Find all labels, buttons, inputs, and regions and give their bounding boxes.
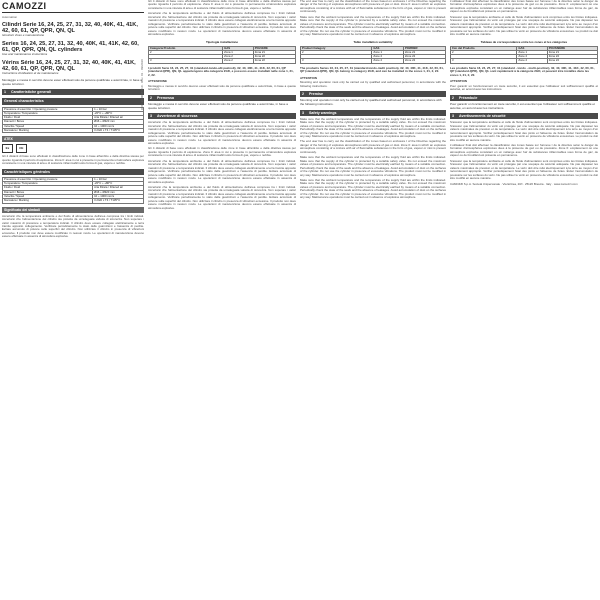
premise-header-en [300,91,446,97]
section-number: 1 [4,90,6,95]
warnings-text-en-3: Make sure that the ambient temperature and the temperature of the supply fluid are within the limits indicated. Make sure that the supply of the cylinder is protected by a suitable safety valve. Do not exceed the maximum values of pressure and temperature. The cylinder must be electrically earthed by means of a suitable connection. Periodically check the state of the seals and the absence of leakages. Avoid accumulation of dust on the surfaces of the cylinder. Do not use the cylinder in presence of excessive vibrations. The product must not be modified in any way. Maintenance operations must be carried out in absence of explosive atmosphere. [300,155,446,177]
table-cell: 2 [301,50,372,54]
table-cell: Diametri / Bores [3,120,93,124]
section-fr-general-header [2,169,144,175]
table-cell: Marcatura / Marking [3,199,93,203]
section-title: Caratteristiche generali [11,90,51,95]
section-number: 2 [302,92,304,97]
table-cell: Pressione di esercizio / Operating pressure [3,107,93,111]
subtitle-it: Istruzioni d'uso e manutenzione [2,33,45,38]
table-row [3,199,144,203]
section-title-en: General characteristics [4,99,44,104]
table-cell: Fluido / Fluid [3,186,93,190]
title-en: Series 16, 24, 25, 27, 31, 32, 40, 40K, 41, 41K, 42, 60, 61, QP, QPR, QN, QL cylinders [2,41,139,54]
warnings-title-en: Safety warnings [309,110,337,115]
intro-text: Montaggio e messa in servizio devono esser effettuati solo da persone qualificate e autorizzate, in base a queste istruzioni. [2,78,142,86]
ce-marking-icon: CE [16,144,27,153]
document-code-strip: DOC.19-0037-010 · Rev. 01 · 09/2020 [140,59,144,110]
atex-text: Gli 4 distanti di base sono effettuati in classificazione delle zone in base all'ambito e della direttiva stessa per quanto riguarda il pericolo di esplosione. Zona 0: area in cui è presente in permanenza un'atmosfera esplosiva consistente in una miscela di aria e di sostanze infiammabili sotto forma di gas, vapore o nebbia. [2,154,144,166]
products-text-it: I prodotti Serie 16, 24, 25, 27, 31 (standard-tondo-alti pazinoli), 32, 40, 40K, 41, 41K, 42, 60, 61, QP (standard-QPR), QN, QL appartengono alla categoria 2GD, e possono essere installati nelle zone 1, 21, 2, 22. [148,65,294,77]
table-header: POUSSIÈRE [547,46,597,50]
warnings-text-fr: S'assurer que la température ambiante et celle du fluide d'alimentation sont comprises entre les limites indiquées. S'assurer que l'alimentation du vérin est protégée par une soupape de sécurité adéquate. Ne pas dépasser les valeurs maximales de pression et de température. Le vérin doit être relié électriquement à la terre au moyen d'un raccordement approprié. Vérifier périodiquement l'état des joints et l'absence de fuites. Éviter l'accumulation de poussière sur les surfaces du vérin. Ne pas utiliser le vérin en présence de vibrations excessives. Le produit ne doit être modifié en aucune manière. [450,120,598,142]
warnings-text-en-4: Make sure that the ambient temperature and the temperature of the supply fluid are within the limits indicated. Make sure that the supply of the cylinder is protected by a suitable safety valve. Do not exceed the maximum values of pressure and temperature. The cylinder must be electrically earthed by means of a suitable connection. Periodically check the state of the seals and the absence of leakages. Avoid accumulation of dust on the surfaces of the cylinder. Do not use the cylinder in presence of excessive vibrations. The product must not be modified in any way. Maintenance operations must be carried out in absence of explosive atmosphere. [300,178,446,200]
warnings-header-fr [450,113,598,119]
section-number: 3 [302,110,304,115]
table-cell: Aria filtrata / Filtered air [93,116,144,120]
warnings-text-it-2: Gli 4 distanti di base sono effettuati in classificazione delle zone in base all'ambito e della direttiva stessa per quanto riguarda il pericolo di esplosione. Zona 0: area in cui è presente in permanenza un'atmosfera esplosiva consistente in una miscela di aria e di sostanze infiammabili sotto forma di gas, vapore o nebbia. [148,146,296,158]
warnings-header-it [148,113,296,119]
table-cell: II 2GD c T4 / T135°C [93,128,144,132]
table-cell: Zone 2 [517,55,547,59]
section-number: 3 [452,114,454,119]
title-it: Cilindri Serie 16, 24, 25, 27, 31, 32, 40, 40K, 41, 41K, 42, 60, 61, QP, QPR, QN, QL [2,22,138,35]
table-header: Cat. del Prodotto [451,46,517,50]
table-cell: Aria filtrata / Filtered air [93,186,144,190]
table-row [301,59,446,63]
meaning-header: Significato dei simboli [2,207,144,213]
table-cell: Pressione di esercizio / Operating pressure [3,177,93,181]
premise-text-fr: Pour garantir un fonctionnement en toute sécurité, il est essentiel que l'utilisateur soit suffisamment qualifié et autorisé, en accord avec les instructions. [450,102,595,110]
table-header: Categoria Prodotto [149,46,223,50]
table-header: GAS [372,46,404,50]
table-cell: Temperatura / Temperature [3,182,93,186]
zone-text-en-2: Make sure that the ambient temperature and the temperature of the supply fluid are within the limits indicated. Make sure that the supply of the cylinder is protected by a suitable safety valve. Do not exceed the maximum values of pressure and temperature. The cylinder must be electrically earthed by means of a suitable connection. Periodically check the state of the seals and the absence of leakages. Avoid accumulation of dust on the surfaces of the cylinder. Do not use the cylinder in presence of excessive vibrations. The product must not be modified in any way. Maintenance operations must be carried out in absence of explosive atmosphere. [300,14,446,37]
attention-text-en: Mounting and operation must only be carried out by qualified and authorised personnel, in accordance with the following instructions. [300,80,446,88]
column-1 [2,0,144,600]
table-cell: 2 [149,50,223,54]
warnings-text-it-3: Accertarsi che la temperatura ambiente e del fluido di alimentazione dell'area compresa tra i limiti indicati. Accertarsi che l'alimentazione del cilindro sia protetta da un'adeguata valvola di sicurezza. Non superare i valori massimi di pressione e temperatura indicati. Il cilindro deve essere collegato elettricamente a terra tramite apposito collegamento. Verificare periodicamente lo stato delle guarnizioni e l'assenza di perdite. Evitare accumulo di polvere sulle superfici del cilindro. Non utilizzare il cilindro in presenza di vibrazioni eccessive. Il prodotto non deve essere modificato in nessun modo. Le operazioni di manutenzione devono essere effettuate in assenza di atmosfera esplosiva. [148,158,296,184]
table-cell: Zone 2 [372,55,404,59]
table-title-it: Tipologia installazione [205,39,239,44]
table-cell: Zona 2 [223,59,254,63]
column-3 [300,0,446,600]
table-row [149,59,296,63]
zone-text-it-2: Accertarsi che la temperatura ambiente e del fluido di alimentazione dell'area compresa tra i limiti indicati. Accertarsi che l'alimentazione del cilindro sia protetta da un'adeguata valvola di sicurezza. Non superare i valori massimi di pressione e temperatura indicati. Il cilindro deve essere collegato elettricamente a terra tramite apposito collegamento. Verificare periodicamente lo stato delle guarnizioni e l'assenza di perdite. Evitare accumulo di polvere sulle superfici del cilindro. Non utilizzare il cilindro in presenza di vibrazioni eccessive. Il prodotto non deve essere modificato in nessun modo. Le operazioni di manutenzione devono essere effettuate in assenza di atmosfera esplosiva. [148,11,296,37]
table-cell: Ø16 ÷ Ø320 mm [93,120,144,124]
warnings-text-fr-2: L'utilisateur final doit effectuer la classification des zones basée sur l'annexe I de la directive selon le danger de formation d'atmosphères explosives dues à la présence de gaz ou de poussière. Zone 0: emplacement où une atmosphère explosive consistant en un mélange avec l'air de substances inflammables sous forme de gaz, de vapeur ou de brouillard est présente en permanence. [450,143,598,158]
table-header: GAS [223,46,254,50]
table-header: GAS [517,46,547,50]
table-cell: 3 [301,59,372,63]
column-2 [148,0,296,600]
products-text-fr: Les produits Série 16, 24, 25, 27, 31 (standard - tondo - multi-position), 32, 40, 40K, 41, 41K, 42, 60, 61, QP (standard-QPR), QN, QL sont rapidement à la catégorie 2GD, et peuvent être installés dans les zones 1, 21, 2, 22. [450,65,595,77]
atex-header: ATEX [2,136,144,142]
zone-text-fr-2: S'assurer que la température ambiante et celle du fluide d'alimentation sont comprises entre les limites indiquées. S'assurer que l'alimentation du vérin est protégée par une soupape de sécurité adéquate. Ne pas dépasser les valeurs maximales de pression et de température. Le vérin doit être relié électriquement à la terre au moyen d'un raccordement approprié. Vérifier périodiquement l'état des joints et l'absence de fuites. Éviter l'accumulation de poussière sur les surfaces du vérin. Ne pas utiliser le vérin en présence de vibrations excessives. Le produit ne doit être modifié en aucune manière. [450,14,598,37]
warnings-text-it-4: Accertarsi che la temperatura ambiente e del fluido di alimentazione dell'area compresa tra i limiti indicati. Accertarsi che l'alimentazione del cilindro sia protetta da un'adeguata valvola di sicurezza. Non superare i valori massimi di pressione e temperatura indicati. Il cilindro deve essere collegato elettricamente a terra tramite apposito collegamento. Verificare periodicamente lo stato delle guarnizioni e l'assenza di perdite. Evitare accumulo di polvere sulle superfici del cilindro. Non utilizzare il cilindro in presenza di vibrazioni eccessive. Il prodotto non deve essere modificato in nessun modo. Le operazioni di manutenzione devono essere effettuate in assenza di atmosfera esplosiva. [148,185,296,210]
section-number: 2 [150,95,152,100]
section-number: 3 [150,114,152,119]
table-cell: 1 ÷ 10 bar [93,107,144,111]
section-title-fr: Caractéristiques générales [4,169,50,174]
table-cell: Velocità / Speed [3,124,93,128]
premise-header-it [148,95,296,101]
table-cell: 3 [451,59,517,63]
attention-label: ATTENZIONE [148,79,167,84]
spec-table-2 [2,177,144,204]
table-cell: 3 [149,59,223,63]
atex-symbols [2,144,144,153]
table-cell: Zona 2 [223,55,254,59]
table-cell: Zone 22 [547,55,597,59]
meaning-text: Accertarsi che la temperatura ambiente e del fluido di alimentazione dell'area compresa tra i limiti indicati. Accertarsi che l'alimentazione del cilindro sia protetta da un'adeguata valvola di sicurezza. Non superare i valori massimi di pressione e temperatura indicati. Il cilindro deve essere collegato elettricamente a terra tramite apposito collegamento. Verificare periodicamente lo stato delle guarnizioni e l'assenza di perdite. Evitare accumulo di polvere sulle superfici del cilindro. Non utilizzare il cilindro in presenza di vibrazioni eccessive. Il prodotto non deve essere modificato in nessun modo. Le operazioni di manutenzione devono essere effettuate in assenza di atmosfera esplosiva. [2,213,144,239]
premise-title-fr: Préambule [459,95,478,100]
zone-text-fr: L'utilisateur final doit effectuer la classification des zones basée sur l'annexe I de la directive selon le danger de formation d'atmosphères explosives dues à la présence de gaz ou de poussière. Zone 0: emplacement où une atmosphère explosive consistant en un mélange avec l'air de substances inflammables sous forme de gaz, de vapeur ou de brouillard est présente en permanence. [450,0,598,14]
table-header: POLVERE [253,46,295,50]
warnings-text-en: Make sure that the ambient temperature and the temperature of the supply fluid are within the limits indicated. Make sure that the supply of the cylinder is protected by a suitable safety valve. Do not exceed the maximum values of pressure and temperature. The cylinder must be electrically earthed by means of a suitable connection. Periodically check the state of the seals and the absence of leakages. Avoid accumulation of dust on the surfaces of the cylinder. Do not use the cylinder in presence of excessive vibrations. The product must not be modified in any way. Maintenance operations must be carried out in absence of explosive atmosphere. [300,116,446,139]
table-cell: Zone 22 [547,59,597,63]
warnings-title-fr: Avertissements de sécurité [459,114,506,119]
premise-title: Premessa [157,95,174,100]
table-cell: Zona 1 [223,50,254,54]
title-fr: Vérins Série 16, 24, 25, 27, 31, 32, 40, 40K, 41, 41K, 42, 60, 61, QP, QPR, QN, QL [2,60,136,73]
table-cell: Ø16 ÷ Ø320 mm [93,190,144,194]
premise-text-it: Montaggio e messa in servizio devono esser effettuati solo da persone qualificate e autorizzate, in base a queste istruzioni. [148,102,288,110]
table-cell: Zone 1 [372,50,404,54]
section-general-header [2,89,144,95]
ex-marking-icon: Ex [2,144,13,153]
premise-header-fr [450,95,598,101]
table-cell: -20°C ÷ +80°C [93,182,144,186]
premise-text-en: Mounting and operation must only be carried out by qualified and authorised personnel, in accordance with the following instructions. [300,98,442,107]
table-cell: 10 ÷ 1000 mm/s [93,195,144,199]
brand-tagline: Automation [2,15,18,19]
warnings-text-it: Accertarsi che la temperatura ambiente e del fluido di alimentazione dell'area compresa tra i limiti indicati. Accertarsi che l'alimentazione del cilindro sia protetta da un'adeguata valvola di sicurezza. Non superare i valori massimi di pressione e temperatura indicati. Il cilindro deve essere collegato elettricamente a terra tramite apposito collegamento. Verificare periodicamente lo stato delle guarnizioni e l'assenza di perdite. Evitare accumulo di polvere sulle superfici del cilindro. Non utilizzare il cilindro in presenza di vibrazioni eccessive. Il prodotto non deve essere modificato in nessun modo. Le operazioni di manutenzione devono essere effettuate in assenza di atmosfera esplosiva. [148,120,296,146]
attention-label-fr: ATTENTION [450,79,467,84]
column-4 [450,0,598,600]
brand-logo: CAMOZZI [2,0,144,13]
table-title-en: Table installation suitability [353,39,393,44]
table-cell: Zona 21 [253,50,295,54]
table-row [451,59,598,63]
table-title-fr: Tableau de correspondance entre les zones et les catégories [480,39,568,44]
zone-table-fr [450,46,598,64]
table-cell: Marcatura / Marking [3,128,93,132]
section-number: 2 [452,95,454,100]
table-header: POWDER [403,46,445,50]
table-cell: Zone 2 [517,59,547,63]
footer-text: CAMOZZI S.p.A. Società Unipersonale · Via Eritrea, 20/I · 25126 Brescia · Italy · www.camozzi.com [450,181,578,186]
table-cell: -20°C ÷ +80°C [93,111,144,115]
zone-text-en: The end user has to carry out the classification of the zones based on enclosure I of the Directive regarding the danger of the forming of explosive atmospheres with presence of gas or dust. Zone 0: area in which an explosive atmosphere consisting of a mixture with air of flammable substances in the form of gas, vapour or mist is present continuously. [300,0,446,14]
table-cell: Zone 22 [403,59,445,63]
table-cell: Zone 21 [403,50,445,54]
table-cell: Diametri / Bores [3,190,93,194]
products-text-en: The products Series 16, 24, 25, 27, 31 (standard-tondo-multi position), 32, 40, 40K, 41, 41K, 42, 60, 61, QP (standard-QPR), QN, QL belong to category 2GD, and can be installed in the zones 1, 21, 2, 22. [300,65,444,74]
table-cell: Fluido / Fluid [3,116,93,120]
zone-table-en [300,46,446,64]
table-cell: Zone 1 [517,50,547,54]
table-cell: II 2GD c T4 / T135°C [93,199,144,203]
warnings-text-fr-3: S'assurer que la température ambiante et celle du fluide d'alimentation sont comprises entre les limites indiquées. S'assurer que l'alimentation du vérin est protégée par une soupape de sécurité adéquate. Ne pas dépasser les valeurs maximales de pression et de température. Le vérin doit être relié électriquement à la terre au moyen d'un raccordement approprié. Vérifier périodiquement l'état des joints et l'absence de fuites. Éviter l'accumulation de poussière sur les surfaces du vérin. Ne pas utiliser le vérin en présence de vibrations excessives. Le produit ne doit être modifié en aucune manière. [450,158,598,181]
table-cell: Velocità / Speed [3,195,93,199]
zone-text-it: Gli 4 distanti di base sono effettuati in classificazione delle zone in base all'ambito e della direttiva stessa per quanto riguarda il pericolo di esplosione. Zona 0: area in cui è presente in permanenza un'atmosfera esplosiva consistente in una miscela di aria e di sostanze infiammabili sotto forma di gas, vapore o nebbia. [148,0,296,10]
table-cell: Temperatura / Temperature [3,111,93,115]
table-header: Product Category [301,46,372,50]
spec-table [2,107,144,134]
attention-label-en: ATTENTION [300,75,317,80]
section-general-en-header [2,98,144,104]
table-cell: Zona 22 [253,55,295,59]
attention-text-it: Montaggio e messa in servizio devono esser effettuati solo da persone qualificate e autorizzate, in base a queste istruzioni. [148,83,296,92]
table-cell: 2 [451,50,517,54]
table-row [3,128,144,132]
table-cell: 1 ÷ 10 bar [93,177,144,181]
warnings-title: Avvertenze di sicurezza [157,114,198,119]
warnings-text-en-2: The end user has to carry out the classification of the zones based on enclosure I of the Directive regarding the danger of the forming of explosive atmospheres with presence of gas or dust. Zone 0: area in which an explosive atmosphere consisting of a mixture with air of flammable substances in the form of gas, vapour or mist is present continuously. [300,139,446,154]
subtitle-fr: Instructions d'utilisation et de maintenance [2,71,59,76]
subtitle-en: Use and maintenance instructions [2,52,48,57]
warnings-header-en [300,110,446,116]
table-cell: Zone 2 [372,59,404,63]
table-cell: Zone 21 [547,50,597,54]
table-cell: Zone 22 [403,55,445,59]
premise-title-en: Premise [309,92,323,97]
table-cell: 10 ÷ 1000 mm/s [93,124,144,128]
zone-table-it [148,46,296,64]
attention-text-fr: Pour garantir un fonctionnement en toute sécurité, il est essentiel que l'utilisateur soit suffisamment qualifié et autorisé, en accord avec les instructions. [450,83,598,92]
table-cell: Zona 22 [253,59,295,63]
